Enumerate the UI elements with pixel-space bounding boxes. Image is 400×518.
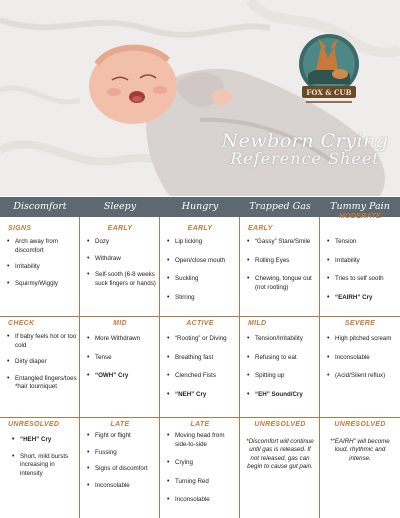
list-item: • (Acid/Silent reflux): [327, 372, 397, 381]
list-item: • Withdraw: [87, 255, 157, 264]
list-item: • Tries to self sooth: [327, 275, 397, 284]
cell-hungry-active: [160, 320, 240, 399]
cell-title: UNRESOLVED: [254, 421, 306, 428]
cell-gas-mild: [240, 320, 320, 399]
title-line-1: Newborn Crying: [221, 130, 389, 152]
cell-sleepy-early: [80, 225, 160, 288]
list-item: • More Withdrawn: [87, 335, 157, 344]
cell-title: EARLY: [248, 225, 273, 232]
list-item: • “EAIRH” Cry: [327, 294, 397, 303]
cell-hungry-early: [160, 225, 240, 302]
list-item: • Refusing to eat: [247, 354, 317, 363]
column-header-discomfort: Discomfort: [13, 201, 67, 212]
list-item: • Short, mild bursts increasing in intensity: [12, 453, 77, 479]
list-item: • Tense: [87, 354, 157, 363]
cell-title: MID: [113, 320, 127, 327]
sheet-title: [210, 130, 400, 168]
column-header-sleepy: Sleepy: [103, 201, 137, 212]
column-trapped-gas: [240, 217, 320, 518]
column-header-trapped-gas: Trapped Gas: [249, 201, 311, 212]
cell-gas-unresolved: [240, 421, 320, 472]
list-item: • Fight or flight: [87, 432, 157, 441]
list-item: • Arch away from discomfort: [7, 238, 77, 255]
column-discomfort: [0, 217, 80, 518]
cell-pain-moderate: [320, 213, 400, 302]
list-item: • Tension: [327, 238, 397, 247]
list-item: • Chewing, tongue out (not rooting): [247, 275, 317, 292]
list-item: • Crying: [167, 459, 237, 468]
cell-title: SEVERE: [344, 320, 376, 327]
list-item: • Turning Red: [167, 478, 237, 487]
list-item: • Irritability: [327, 257, 397, 266]
cell-discomfort-signs: [0, 225, 80, 288]
list-item: • Suckling: [167, 275, 237, 284]
list-item: • “OWH” Cry: [87, 372, 157, 381]
list-item: • Dozy: [87, 238, 157, 247]
cell-title: ACTIVE: [186, 320, 214, 327]
cell-title: LATE: [190, 421, 210, 428]
list-item: • Inconsolable: [87, 482, 157, 491]
list-item: • Clenched Fists: [167, 372, 237, 381]
list-item: • Inconsolable: [327, 354, 397, 363]
title-line-2: Reference Sheet: [230, 149, 380, 168]
cell-pain-unresolved: [320, 421, 400, 463]
list-item: • High pitched scream: [327, 335, 397, 344]
list-item: • “NEH” Cry: [167, 391, 237, 400]
cell-title: EARLY: [107, 225, 133, 232]
column-tummy-pain: [320, 213, 400, 518]
reference-grid: [0, 213, 400, 518]
cell-pain-severe: [320, 320, 400, 381]
cell-title: CHECK: [8, 320, 35, 327]
list-item: • Rolling Eyes: [247, 257, 317, 266]
list-item: • Self-sooth (6-8 weeks suck fingers or hands): [87, 271, 157, 288]
list-item: • Inconsolable: [167, 496, 237, 505]
cell-hungry-late: [160, 421, 240, 505]
list-item: • Moving head from side-to-side: [167, 432, 237, 449]
fox-and-cub-logo: [296, 24, 362, 108]
list-item: • Spitting up: [247, 372, 317, 381]
hero-photo: [0, 0, 400, 196]
gas-unresolved-note: *Discomfort will continue until gas is released. If not released, gas can begin to cause gut pain.: [246, 438, 314, 471]
list-item: • Stirring: [167, 294, 237, 303]
column-sleepy: [80, 217, 160, 518]
list-item: • Lip licking: [167, 238, 237, 247]
pain-unresolved-note: *“EAIRH” will become loud, rhythmic and intense.: [330, 438, 390, 462]
list-item: • Entangled fingers/toes *hair tourniquet: [7, 375, 77, 392]
cell-title: MILD: [248, 320, 267, 327]
cell-discomfort-unresolved: [0, 421, 80, 478]
list-item: • “Gassy” Stare/Smile: [247, 238, 317, 247]
cell-title: MODERATE: [339, 213, 381, 220]
cell-title: UNRESOLVED: [8, 421, 60, 428]
list-item: • Irritability: [7, 263, 77, 272]
cell-title: UNRESOLVED: [334, 421, 386, 428]
logo-text: FOX & CUB: [306, 88, 352, 97]
column-header-hungry: Hungry: [181, 201, 219, 212]
list-item: • “EH” Sound/Cry: [247, 391, 317, 400]
cell-title: EARLY: [187, 225, 213, 232]
list-item: • Tension/Irritability: [247, 335, 317, 344]
cell-title: SIGNS: [8, 225, 32, 232]
list-item: • Signs of discomfort: [87, 465, 157, 474]
list-item: • “Rooting” or Diving: [167, 335, 237, 344]
list-item: • “HEH” Cry: [12, 436, 77, 445]
cell-sleepy-late: [80, 421, 160, 490]
list-item: • Dirty diaper: [7, 358, 77, 367]
cell-sleepy-mid: [80, 320, 160, 381]
list-item: • Squirmy/Wiggly: [7, 280, 77, 289]
cell-gas-early: [240, 225, 320, 292]
list-item: • Breathing fast: [167, 354, 237, 363]
column-hungry: [160, 217, 240, 518]
list-item: • Open/close mouth: [167, 257, 237, 266]
cell-discomfort-check: [0, 320, 80, 392]
list-item: • If baby feels hot or too cold: [7, 333, 77, 350]
column-header-tummy-pain: Tummy Pain: [330, 201, 390, 212]
cell-title: LATE: [110, 421, 130, 428]
list-item: • Fussing: [87, 449, 157, 458]
